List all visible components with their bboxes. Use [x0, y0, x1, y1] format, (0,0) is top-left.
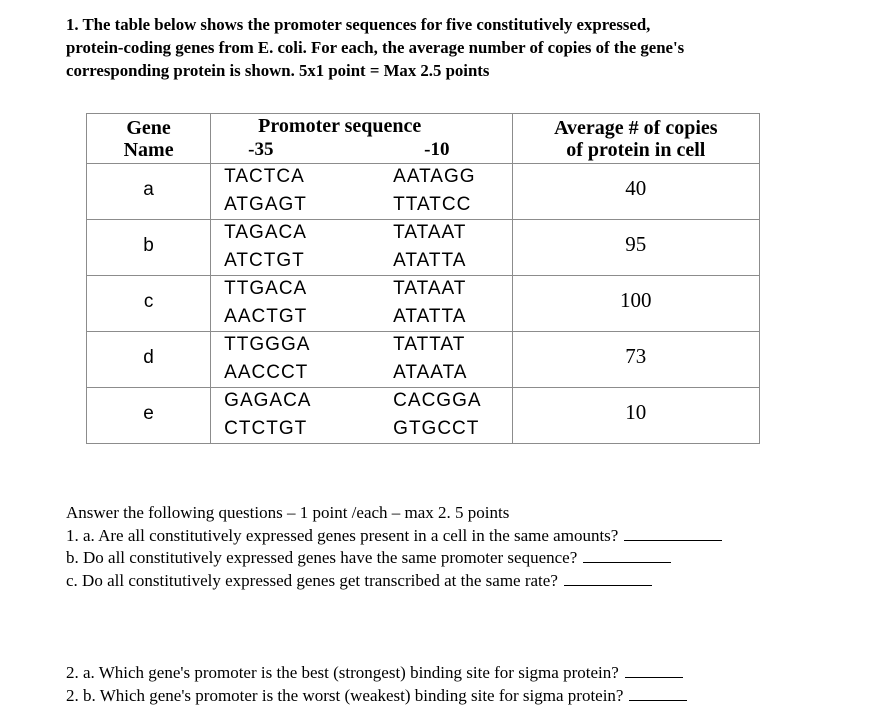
sequence-cell: [211, 332, 512, 388]
gene-name-cell: [87, 332, 211, 388]
minus-10-bottom-strand: GTGCCT: [393, 418, 480, 439]
question-2b-text: 2. b. Which gene's promoter is the worst (weakest) binding site for sigma protein?: [66, 685, 624, 705]
gene-name-cell: [87, 276, 211, 332]
average-copies-cell: [512, 332, 759, 388]
heading-line-1: 1. The table below shows the promoter sequences for five constitutively expressed,: [66, 15, 651, 34]
question-set-2: [66, 662, 856, 707]
minus-35-top-strand: TACTCA: [224, 166, 305, 187]
minus-10-bottom-strand: ATATTA: [393, 306, 467, 327]
question-1b-text: b. Do all constitutively expressed genes have the same promoter sequence?: [66, 548, 578, 567]
minus-10-top-strand: CACGGA: [393, 390, 482, 411]
table-row: [87, 164, 760, 220]
table-row: [87, 388, 760, 444]
answer-blank-1c[interactable]: [564, 571, 652, 586]
question-1c-text: c. Do all constitutively expressed genes get transcribed at the same rate?: [66, 570, 558, 590]
answer-blank-2b[interactable]: [629, 686, 687, 701]
average-copies-cell: [512, 388, 759, 444]
minus-35-bottom-strand: ATCTGT: [224, 250, 305, 271]
average-copies-cell: [512, 164, 759, 220]
question-1a-text: 1. a. Are all constitutively expressed genes present in a cell in the same amounts?: [66, 525, 619, 545]
minus-10-top-strand: TATAAT: [393, 222, 467, 243]
gene-name: b: [143, 234, 154, 256]
minus-10-top-strand: TATAAT: [393, 278, 467, 299]
gene-name-header: [87, 114, 211, 164]
heading-line-2: protein-coding genes from E. coli. For each, the average number of copies of the gene's: [66, 38, 685, 57]
questions-intro: Answer the following questions – 1 point /each – max 2. 5 points: [66, 503, 510, 522]
question-set-1: [66, 502, 856, 592]
avg-header-line-1: Average # of copies: [554, 116, 718, 139]
minus-10-bottom-strand: ATAATA: [393, 362, 468, 383]
minus-35-bottom-strand: AACCCT: [224, 362, 309, 383]
minus-35-bottom-strand: CTCTGT: [224, 418, 308, 439]
minus-10-label: -10: [424, 139, 450, 160]
gene-name: d: [143, 346, 154, 368]
question-1a: [66, 525, 856, 548]
sequence-cell: [211, 164, 512, 220]
minus-35-top-strand: GAGACA: [224, 390, 312, 411]
promoter-sequence-header: [211, 114, 512, 164]
promoter-table: [86, 113, 760, 444]
average-copies-value: 73: [625, 344, 647, 368]
gene-name-cell: [87, 164, 211, 220]
minus-10-bottom-strand: TTATCC: [393, 194, 472, 215]
gene-name-cell: [87, 220, 211, 276]
answer-blank-2a[interactable]: [625, 663, 683, 678]
average-copies-header: [512, 114, 759, 164]
average-copies-cell: [512, 220, 759, 276]
question-2a-text: 2. a. Which gene's promoter is the best (strongest) binding site for sigma protein?: [66, 663, 619, 682]
question-1c: [66, 570, 856, 593]
table-header-row: [87, 114, 760, 164]
heading-line-3: corresponding protein is shown. 5x1 point = Max 2.5 points: [66, 61, 490, 80]
answer-blank-1b[interactable]: [583, 548, 671, 563]
average-copies-value: 10: [625, 400, 647, 424]
gene-name: e: [143, 402, 154, 424]
avg-header-line-2: of protein in cell: [566, 138, 706, 161]
minus-35-label: -35: [248, 139, 274, 160]
average-copies-value: 40: [625, 176, 647, 200]
table-row: [87, 220, 760, 276]
minus-10-bottom-strand: ATATTA: [393, 250, 467, 271]
minus-35-top-strand: TTGGGA: [224, 334, 311, 355]
sequence-cell: [211, 220, 512, 276]
gene-name: c: [143, 290, 154, 312]
sequence-cell: [211, 388, 512, 444]
average-copies-cell: [512, 276, 759, 332]
question-2a: [66, 662, 856, 685]
average-copies-value: 95: [625, 232, 647, 256]
question-2b: [66, 685, 856, 708]
question-1b: [66, 547, 856, 570]
question-heading: [66, 13, 856, 82]
gene-header-line-2: Name: [123, 138, 174, 161]
sequence-cell: [211, 276, 512, 332]
promoter-title: Promoter sequence: [258, 115, 422, 137]
table-row: [87, 276, 760, 332]
minus-35-top-strand: TTGACA: [224, 278, 308, 299]
answer-blank-1a[interactable]: [624, 526, 722, 541]
table-row: [87, 332, 760, 388]
gene-name-cell: [87, 388, 211, 444]
minus-35-bottom-strand: ATGAGT: [224, 194, 307, 215]
gene-name: a: [143, 178, 154, 200]
average-copies-value: 100: [620, 288, 652, 312]
minus-10-top-strand: TATTAT: [393, 334, 466, 355]
gene-header-line-1: Gene: [126, 116, 171, 139]
minus-35-top-strand: TAGACA: [224, 222, 307, 243]
minus-10-top-strand: AATAGG: [393, 166, 476, 187]
minus-35-bottom-strand: AACTGT: [224, 306, 308, 327]
